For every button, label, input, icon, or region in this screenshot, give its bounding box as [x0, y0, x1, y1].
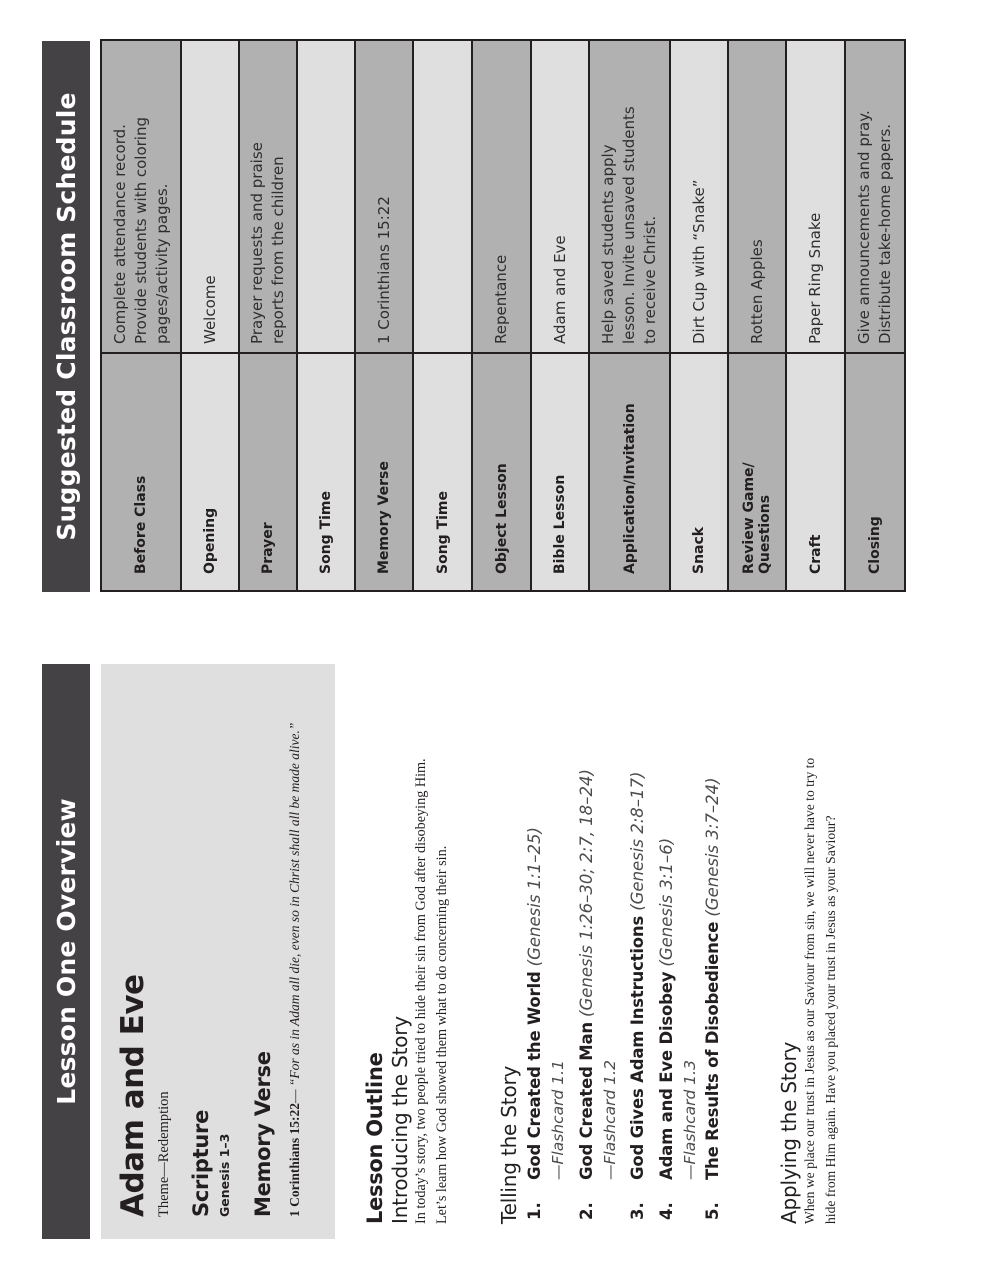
memory-verse-reference: 1 Corinthians 15:22	[287, 1102, 302, 1217]
schedule-detail-text: Help saved students apply lesson. Invite unsaved students to receive Christ.	[599, 106, 659, 344]
schedule-activity-label	[298, 352, 354, 590]
outline-number: 2.	[577, 1202, 596, 1220]
schedule-activity-text: Craft	[807, 534, 824, 574]
memory-verse-heading: Memory Verse	[251, 1051, 275, 1217]
scripture-heading: Scripture	[189, 1109, 213, 1217]
schedule-banner	[42, 41, 90, 592]
schedule-activity-text: Prayer	[260, 522, 276, 574]
schedule-section	[0, 41, 989, 592]
schedule-detail-text: Prayer requests and praise reports from the children	[248, 142, 287, 344]
introducing-paragraph	[411, 758, 452, 1224]
schedule-activity-text: Object Lesson	[493, 463, 510, 574]
lesson-overview-banner	[42, 664, 90, 1239]
outline-number: 3.	[628, 1202, 647, 1220]
schedule-activity-detail	[240, 41, 296, 352]
schedule-row	[298, 41, 356, 590]
schedule-row	[532, 41, 590, 590]
applying-paragraph	[800, 758, 841, 1224]
telling-heading: Telling the Story	[497, 1065, 521, 1224]
schedule-row	[102, 41, 182, 590]
schedule-activity-text: Before Class	[133, 475, 149, 574]
schedule-activity-label	[590, 352, 669, 590]
schedule-activity-label	[414, 352, 471, 590]
outline-title: God Created the World	[525, 971, 544, 1180]
schedule-detail-text: Paper Ring Snake	[806, 212, 824, 344]
schedule-activity-detail	[356, 41, 412, 352]
outline-reference: (Genesis 3:1–6)	[657, 837, 676, 967]
schedule-activity-label	[102, 352, 180, 590]
schedule-activity-label	[356, 352, 412, 590]
introducing-line: Let’s learn how God showed them what to do concerning their sin.	[433, 845, 450, 1224]
outline-item-2	[577, 769, 596, 1224]
lesson-overview-title: Lesson One Overview	[51, 798, 81, 1105]
outline-item-3	[628, 772, 647, 1224]
schedule-activity-text: Application/Invitation	[621, 403, 638, 574]
schedule-activity-detail	[590, 41, 669, 352]
schedule-activity-label	[671, 352, 727, 590]
schedule-detail-text: Rotten Apples	[747, 239, 766, 344]
flashcard-label: —Flashcard 1.3	[681, 1060, 699, 1180]
schedule-activity-text: Closing	[867, 516, 883, 574]
applying-line: When we place our trust in Jesus as our Saviour from sin, we will never have to try to	[802, 757, 817, 1224]
outline-reference: (Genesis 2:8–17)	[628, 771, 647, 911]
overview-box	[101, 664, 335, 1239]
schedule-activity-label	[473, 352, 530, 590]
schedule-table	[100, 39, 906, 592]
schedule-activity-detail	[414, 41, 471, 352]
applying-line: hide from Him again. Have you placed your trust in Jesus as your Saviour?	[822, 815, 838, 1224]
lesson-theme: Theme—Redemption	[156, 1091, 172, 1217]
schedule-activity-label	[787, 352, 844, 590]
schedule-row	[473, 41, 532, 590]
outline-item-4	[657, 838, 676, 1224]
outline-number: 4.	[657, 1202, 676, 1220]
schedule-activity-text: Memory Verse	[376, 461, 392, 574]
schedule-title: Suggested Classroom Schedule	[51, 92, 81, 541]
schedule-row	[787, 41, 846, 590]
outline-number: 1.	[525, 1202, 544, 1220]
flashcard-label: —Flashcard 1.2	[601, 1060, 619, 1180]
schedule-detail-text: Welcome	[200, 275, 219, 344]
schedule-detail-text: Dirt Cup with “Snake”	[689, 179, 708, 344]
schedule-activity-text: Bible Lesson	[552, 474, 568, 574]
schedule-activity-detail	[102, 41, 180, 352]
outline-reference: (Genesis 1:26–30; 2:7, 18–24)	[577, 769, 596, 1017]
memory-verse-line	[287, 723, 303, 1217]
memory-verse-dash: —	[287, 1089, 302, 1103]
outline-title: The Results of Disobedience	[703, 921, 722, 1180]
introducing-line: In today’s story, two people tried to hide their sin from God after disobeying Him.	[413, 758, 429, 1224]
schedule-activity-text: Review Game/ Questions	[741, 462, 773, 574]
schedule-activity-detail	[532, 41, 588, 352]
schedule-detail-text: Give announcements and pray. Distribute take-home papers.	[855, 110, 894, 344]
lesson-outline-heading: Lesson Outline	[363, 1052, 387, 1224]
schedule-activity-label	[532, 352, 588, 590]
scripture-value: Genesis 1–3	[217, 1133, 232, 1217]
schedule-row	[240, 41, 298, 590]
schedule-row	[729, 41, 787, 590]
schedule-activity-detail	[787, 41, 844, 352]
outline-reference: (Genesis 3:7–24)	[703, 777, 722, 917]
schedule-activity-detail	[298, 41, 354, 352]
schedule-activity-label	[182, 352, 238, 590]
outline-title: God Created Man	[577, 1022, 596, 1180]
memory-verse-text: “For as in Adam all die, even so in Christ shall all be made alive.”	[287, 722, 302, 1087]
schedule-activity-detail	[473, 41, 530, 352]
outline-number: 5.	[703, 1202, 722, 1220]
schedule-row	[414, 41, 473, 590]
schedule-detail-text: Repentance	[492, 254, 510, 344]
schedule-activity-detail	[729, 41, 785, 352]
schedule-activity-detail	[671, 41, 727, 352]
schedule-activity-text: Snack	[691, 526, 707, 574]
outline-title: God Gives Adam Instructions	[628, 915, 647, 1180]
schedule-row	[356, 41, 414, 590]
schedule-detail-text: Complete attendance record. Provide students with coloring pages/activity pages.	[110, 116, 171, 344]
schedule-row	[846, 41, 904, 590]
schedule-detail-text: Adam and Eve	[550, 235, 569, 344]
schedule-activity-detail	[182, 41, 238, 352]
schedule-activity-label	[846, 352, 904, 590]
schedule-row	[671, 41, 729, 590]
introducing-heading: Introducing the Story	[388, 1016, 412, 1224]
outline-item-1	[525, 827, 544, 1224]
schedule-activity-detail	[846, 41, 904, 352]
flashcard-label: —Flashcard 1.1	[549, 1060, 567, 1180]
schedule-activity-text: Song Time	[318, 491, 334, 574]
schedule-activity-text: Song Time	[434, 491, 451, 574]
schedule-row	[590, 41, 671, 590]
schedule-activity-label	[240, 352, 296, 590]
outline-title: Adam and Eve Disobey	[657, 971, 676, 1180]
lesson-title: Adam and Eve	[115, 974, 151, 1217]
schedule-activity-text: Opening	[202, 507, 218, 574]
schedule-detail-text: 1 Corinthians 15:22	[374, 196, 393, 344]
schedule-row	[182, 41, 240, 590]
outline-item-5	[703, 777, 722, 1224]
outline-reference: (Genesis 1:1–25)	[525, 827, 544, 967]
lesson-overview-section	[0, 664, 989, 1239]
applying-heading: Applying the Story	[777, 1041, 801, 1224]
schedule-activity-label	[729, 352, 785, 590]
